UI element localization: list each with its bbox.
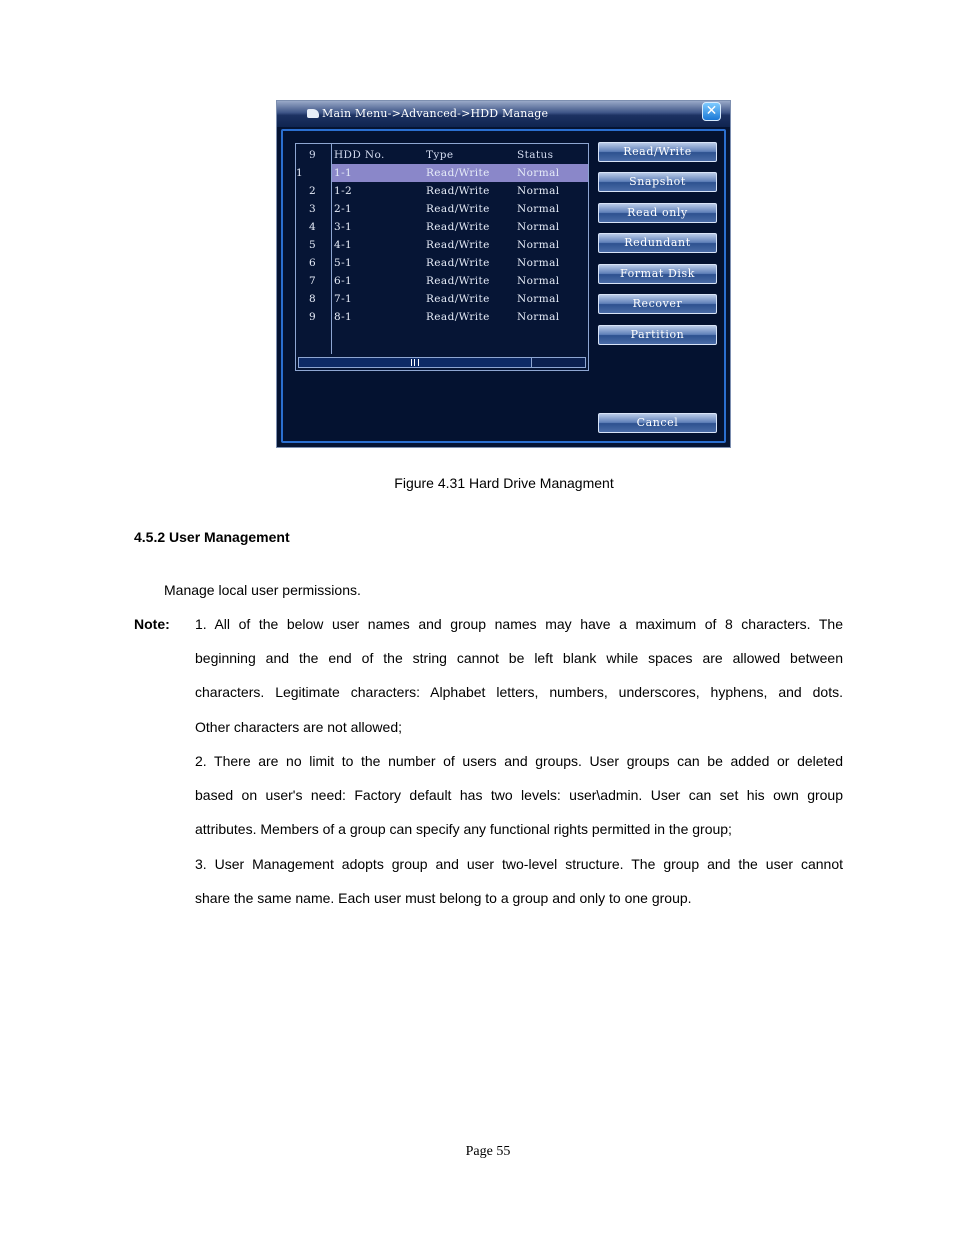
note-line: share the same name. Each user must belong to a group and only to one group. [195, 890, 692, 907]
row-status: Normal [517, 293, 560, 305]
note-line: characters. Legitimate characters: Alphabet letters, numbers, underscores, hyphens, and dots. [195, 684, 843, 701]
row-hdd-no: 2-1 [334, 203, 353, 215]
table-row[interactable] [296, 254, 590, 272]
row-hdd-no: 1-1 [334, 167, 353, 179]
row-status: Normal [517, 275, 560, 287]
redundant-button[interactable]: Redundant [598, 233, 717, 253]
intro-text: Manage local user permissions. [164, 582, 361, 598]
table-row[interactable] [296, 272, 590, 290]
row-index: 6 [309, 257, 317, 269]
note-line: beginning and the end of the string cannot be left blank while spaces are allowed between [195, 650, 843, 667]
table-row[interactable] [296, 182, 590, 200]
row-type: Read/Write [426, 221, 490, 233]
row-status: Normal [517, 185, 560, 197]
read-write-button[interactable]: Read/Write [598, 142, 717, 162]
row-type: Read/Write [426, 293, 490, 305]
table-row[interactable] [296, 200, 590, 218]
horizontal-scrollbar[interactable] [298, 357, 586, 368]
row-index: 4 [309, 221, 317, 233]
window-title: Main Menu->Advanced->HDD Manage [322, 107, 549, 120]
row-status: Normal [517, 257, 560, 269]
snapshot-button[interactable]: Snapshot [598, 172, 717, 192]
cancel-button[interactable]: Cancel [598, 413, 717, 433]
row-type: Read/Write [426, 311, 490, 323]
table-row[interactable] [296, 236, 590, 254]
note-line: Other characters are not allowed; [195, 718, 402, 735]
row-status: Normal [517, 221, 560, 233]
row-type: Read/Write [426, 275, 490, 287]
row-type: Read/Write [426, 203, 490, 215]
note-item-1 [195, 607, 843, 744]
note-line: based on user's need: Factory default has two levels: user\admin. User can set his own group [195, 787, 843, 804]
close-icon[interactable]: ✕ [702, 102, 721, 121]
page-number: Page 55 [465, 1144, 511, 1159]
note-item-2 [195, 744, 843, 847]
row-index: 5 [309, 239, 317, 251]
row-status: Normal [517, 311, 560, 323]
table-row[interactable] [296, 218, 590, 236]
row-index: 7 [309, 275, 317, 287]
row-hdd-no: 5-1 [334, 257, 353, 269]
header-count: 9 [309, 149, 317, 161]
row-hdd-no: 6-1 [334, 275, 353, 287]
table-header [296, 146, 590, 164]
row-index: 3 [309, 203, 317, 215]
header-hdd-no: HDD No. [334, 149, 385, 161]
row-hdd-no: 8-1 [334, 311, 353, 323]
row-type: Read/Write [426, 239, 490, 251]
partition-button[interactable]: Partition [598, 325, 717, 345]
recover-button[interactable]: Recover [598, 294, 717, 314]
note-item-3 [195, 847, 843, 915]
table-row[interactable] [296, 308, 590, 326]
row-index: 2 [309, 185, 317, 197]
note-line: 1. All of the below user names and group names may have a maximum of 8 characters. The [195, 616, 843, 632]
row-hdd-no: 1-2 [334, 185, 353, 197]
row-type: Read/Write [426, 185, 490, 197]
note-line: 2. There are no limit to the number of users and groups. User groups can be added or deleted [195, 753, 843, 769]
row-hdd-no: 7-1 [334, 293, 353, 305]
format-disk-button[interactable]: Format Disk [598, 264, 717, 284]
row-index: 8 [309, 293, 317, 305]
row-index: 9 [309, 311, 317, 323]
table-row[interactable] [296, 290, 590, 308]
menu-folder-icon [307, 109, 319, 118]
scrollbar-thumb[interactable] [299, 358, 532, 367]
table-row[interactable] [296, 164, 588, 182]
note-line: 3. User Management adopts group and user two-level structure. The group and the user cannot [195, 856, 843, 872]
header-status: Status [517, 149, 554, 161]
row-hdd-no: 4-1 [334, 239, 353, 251]
read-only-button[interactable]: Read only [598, 203, 717, 223]
note-label: Note: [134, 616, 170, 632]
window-titlebar [277, 101, 730, 127]
row-status: Normal [517, 239, 560, 251]
hdd-manage-window [276, 100, 731, 448]
header-type: Type [426, 149, 454, 161]
scroll-grip-icon [411, 359, 419, 366]
row-type: Read/Write [426, 257, 490, 269]
figure-caption: Figure 4.31 Hard Drive Managment [394, 475, 614, 491]
row-status: Normal [517, 167, 560, 179]
note-line: attributes. Members of a group can specify any functional rights permitted in the group; [195, 821, 732, 838]
hdd-list [295, 143, 589, 371]
row-index: 1 [296, 167, 304, 179]
row-status: Normal [517, 203, 560, 215]
row-hdd-no: 3-1 [334, 221, 353, 233]
section-heading: 4.5.2 User Management [134, 529, 290, 545]
row-type: Read/Write [426, 167, 490, 179]
